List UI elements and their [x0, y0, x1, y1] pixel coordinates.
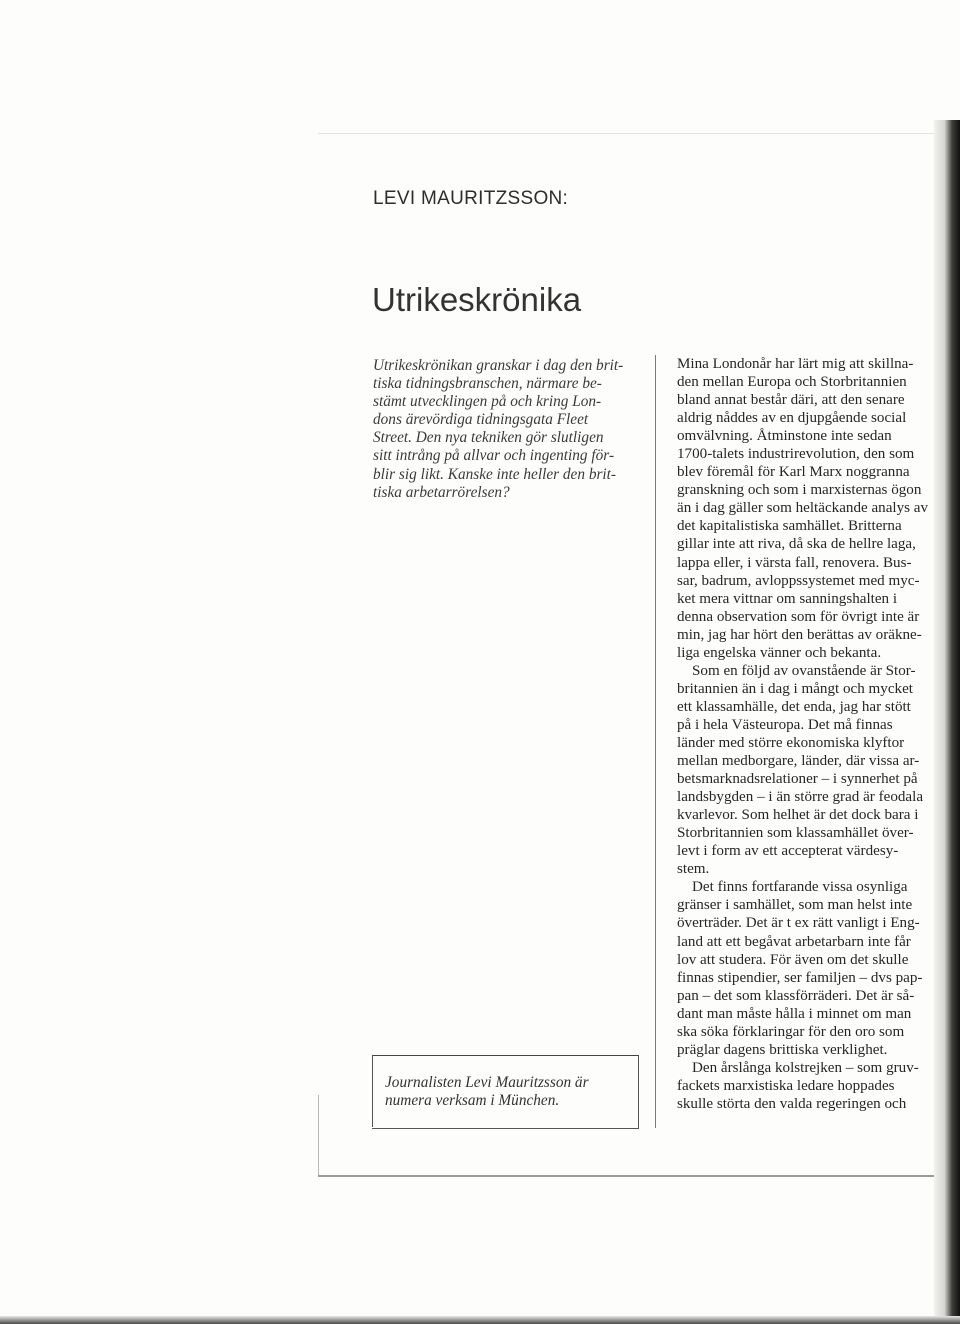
- body-line: finnas stipendier, ser familjen – dvs pap-: [677, 969, 923, 986]
- body-line: mellan medborgare, länder, där vissa ar-: [677, 753, 920, 770]
- body-line: länder med större ekonomiska klyftor: [677, 734, 905, 751]
- author-bio: [385, 1074, 635, 1110]
- body-line: präglar dagens brittiska verklighet.: [677, 1041, 888, 1058]
- page-edge-left: [318, 1095, 319, 1175]
- body-line: stem.: [677, 861, 710, 878]
- article-body: [677, 355, 935, 1113]
- intro-line: tiska arbetarrörelsen?: [373, 483, 510, 501]
- body-line: dant man måste hålla i minnet om man: [677, 1005, 912, 1022]
- body-line: landsbygden – i än större grad är feodala: [677, 789, 924, 806]
- body-line: bland annat består däri, att den senare: [677, 392, 905, 409]
- article-title: Utrikeskrönika: [372, 281, 582, 318]
- bio-line: numera verksam i München.: [385, 1092, 560, 1109]
- body-line: Den årslånga kolstrejken – som gruv-: [692, 1059, 919, 1076]
- body-line: fackets marxistiska ledare hoppades: [677, 1077, 895, 1094]
- body-line: överträder. Det är t ex rätt vanligt i Eng-: [677, 915, 920, 932]
- intro-line: stämt utvecklingen på och kring Lon-: [373, 393, 602, 411]
- intro-line: dons ärevördiga tidningsgata Fleet: [373, 411, 589, 429]
- body-line: gillar inte att riva, då ska de hellre laga,: [677, 536, 916, 553]
- body-line: blev föremål för Karl Marx noggranna: [677, 464, 910, 481]
- author-byline: LEVI MAURITZSSON:: [373, 188, 569, 209]
- body-line: lov att studera. För även om det skulle: [677, 951, 909, 968]
- body-line: Storbritannien som klassamhället över-: [677, 825, 914, 842]
- body-line: Mina Londonår har lärt mig att skillna-: [677, 356, 914, 372]
- body-line: land att ett begåvat arbetarbarn inte får: [677, 933, 911, 950]
- body-line: 1700-talets industrirevolution, den som: [677, 446, 915, 463]
- intro-line: Street. Den nya tekniken gör slutligen: [373, 429, 604, 447]
- body-line: min, jag har hört den berättas av oräkne-: [677, 626, 922, 643]
- body-line: omvälvning. Åtminstone inte sedan: [677, 428, 892, 445]
- body-line: lappa eller, i värsta fall, renovera. Bus-: [677, 554, 912, 571]
- body-line: på i hela Västeuropa. Det må finnas: [677, 716, 893, 733]
- body-line: pan – det som klassförräderi. Det är så-: [677, 987, 915, 1004]
- body-line: gränser i samhället, som man helst inte: [677, 897, 913, 914]
- body-line: kvarlevor. Som helhet är det dock bara i: [677, 807, 919, 824]
- body-line: Som en följd av ovanstående är Stor-: [692, 662, 916, 679]
- body-line: ska söka förklaringar för den oro som: [677, 1023, 905, 1040]
- intro-line: sitt intrång på allvar och ingenting för-: [373, 447, 615, 465]
- body-line: sar, badrum, avloppssystemet med myc-: [677, 572, 920, 589]
- body-line: betsmarknadsrelationer – i synnerhet på: [677, 771, 918, 788]
- body-line: än i dag gäller som heltäckande analys av: [677, 500, 929, 517]
- page-edge-top: [318, 133, 938, 134]
- body-line: ket mera vittnar om sanningshalten i: [677, 590, 898, 607]
- body-line: britannien än i dag i mångt och mycket: [677, 680, 913, 697]
- body-line: aldrig nåddes av en djupgående social: [677, 410, 907, 427]
- body-line: ett klassamhälle, det enda, jag har stött: [677, 698, 911, 715]
- body-line: liga engelska vänner och bekanta.: [677, 644, 882, 661]
- body-line: levt i form av ett accepterat värdesy-: [677, 843, 899, 860]
- body-line: denna observation som för övrigt inte är: [677, 608, 920, 625]
- bio-line: Journalisten Levi Mauritzsson är: [385, 1074, 589, 1091]
- body-line: Det finns fortfarande vissa osynliga: [692, 879, 908, 896]
- column-divider: [655, 355, 656, 1128]
- intro-line: tiska tidningsbranschen, närmare be-: [373, 375, 602, 393]
- body-line: granskning och som i marxisternas ögon: [677, 482, 922, 499]
- book-binding-shadow: [934, 120, 960, 1324]
- body-line: det kapitalistiska samhället. Britterna: [677, 518, 902, 535]
- author-bio-box-left-rule: [372, 1055, 373, 1127]
- page-edge-bottom: [318, 1175, 938, 1177]
- intro-line: blir sig likt. Kanske inte heller den brit-: [373, 465, 617, 483]
- body-line: den mellan Europa och Storbritannien: [677, 374, 907, 391]
- scan-bottom-edge: [0, 1316, 960, 1324]
- article-intro: [373, 357, 653, 502]
- body-line: skulle störta den valda regeringen och: [677, 1095, 907, 1112]
- intro-line: Utrikeskrönikan granskar i dag den brit-: [373, 357, 624, 374]
